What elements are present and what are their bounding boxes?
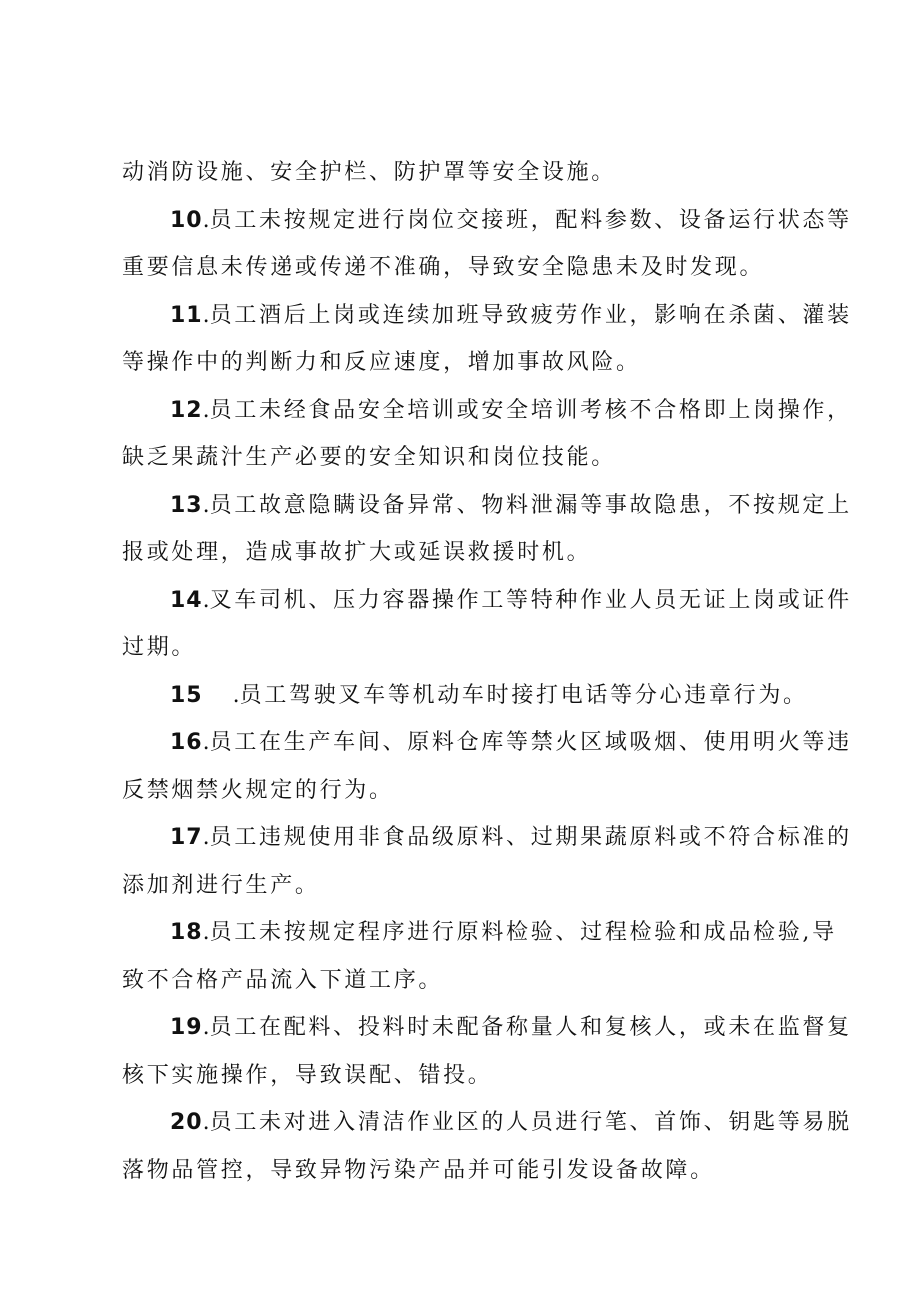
list-item-19-line-2: 核下实施操作，导致误配、错投。: [122, 1062, 493, 1088]
item-number: 13: [170, 492, 203, 518]
item-separator: .: [202, 397, 210, 423]
item-number: 17: [170, 825, 203, 850]
list-item-11-line-1: [122, 292, 852, 340]
list-item-13-line-2: 报或处理，造成事故扩大或延误救援时机。: [122, 540, 592, 565]
item-separator: .: [202, 492, 210, 518]
item-text: 员工在配料、投料时未配备称量人和复核人，或未在监督复: [209, 1015, 852, 1040]
item-number: 19: [170, 1015, 203, 1040]
continuation-line: 动消防设施、安全护栏、防护罩等安全设施。: [122, 160, 617, 185]
item-separator: .: [202, 587, 210, 613]
list-item-18-line-2: 致不合格产品流入下道工序。: [122, 967, 444, 993]
item-text: 员工未按规定程序进行原料检验、过程检验和成品检验,导: [209, 920, 837, 945]
item-separator: .: [202, 302, 210, 328]
item-number: 20: [170, 1110, 203, 1135]
list-item-12-line-2: 缺乏果蔬汁生产必要的安全知识和岗位技能。: [122, 445, 617, 470]
item-separator: .: [202, 825, 210, 850]
item-text: 员工未对进入清洁作业区的人员进行笔、首饰、钥匙等易脱: [209, 1110, 852, 1135]
item-number: 11: [170, 302, 203, 328]
item-number: 15: [170, 682, 203, 708]
item-number: 14: [170, 587, 203, 613]
item-text: 员工在生产车间、原料仓库等禁火区域吸烟、使用明火等违: [209, 730, 852, 755]
list-item-12-line-1: [122, 387, 852, 435]
item-separator: .: [232, 682, 240, 708]
item-number: 10: [170, 207, 203, 233]
list-item-13-line-1: [122, 482, 852, 530]
list-item-18-line-1: [122, 909, 837, 957]
item-text: 员工未按规定进行岗位交接班，配料参数、设备运行状态等: [209, 207, 852, 233]
document-body: [122, 149, 852, 1194]
list-item-20-line-2: 落物品管控，导致异物污染产品并可能引发设备故障。: [122, 1157, 715, 1183]
list-item-20-line-1: [122, 1099, 852, 1147]
item-text: 员工故意隐瞒设备异常、物料泄漏等事故隐患，不按规定上: [209, 492, 852, 518]
list-item-15-line-1: [122, 672, 822, 720]
list-item-16-line-1: [122, 719, 852, 767]
item-number: 18: [170, 920, 203, 945]
list-item-14-line-2: 过期。: [122, 635, 197, 660]
item-text: 员工酒后上岗或连续加班导致疲劳作业，影响在杀菌、灌装: [209, 302, 852, 328]
item-separator: .: [202, 207, 210, 233]
list-item-14-line-1: [122, 577, 852, 625]
item-separator: .: [202, 920, 210, 945]
list-item-17-line-1: [122, 814, 852, 862]
item-separator: .: [202, 1110, 210, 1135]
list-item-10-line-1: [122, 197, 852, 245]
list-item-16-line-2: 反禁烟禁火规定的行为。: [122, 777, 394, 803]
item-text: 员工驾驶叉车等机动车时接打电话等分心违章行为。: [239, 682, 808, 708]
list-item-10-line-2: 重要信息未传递或传递不准确，导致安全隐患未及时发现。: [122, 255, 765, 280]
item-text: 员工违规使用非食品级原料、过期果蔬原料或不符合标准的: [209, 825, 852, 850]
list-item-11-line-2: 等操作中的判断力和反应速度，增加事故风险。: [122, 350, 641, 375]
item-number: 16: [170, 730, 203, 755]
item-text: 叉车司机、压力容器操作工等特种作业人员无证上岗或证件: [209, 587, 852, 613]
list-item-19-line-1: [122, 1004, 852, 1052]
item-number: 12: [170, 397, 203, 423]
list-item-17-line-2: 添加剂进行生产。: [122, 872, 320, 898]
item-separator: .: [202, 1015, 210, 1040]
item-separator: .: [202, 730, 210, 755]
item-text: 员工未经食品安全培训或安全培训考核不合格即上岗操作，: [209, 397, 852, 423]
